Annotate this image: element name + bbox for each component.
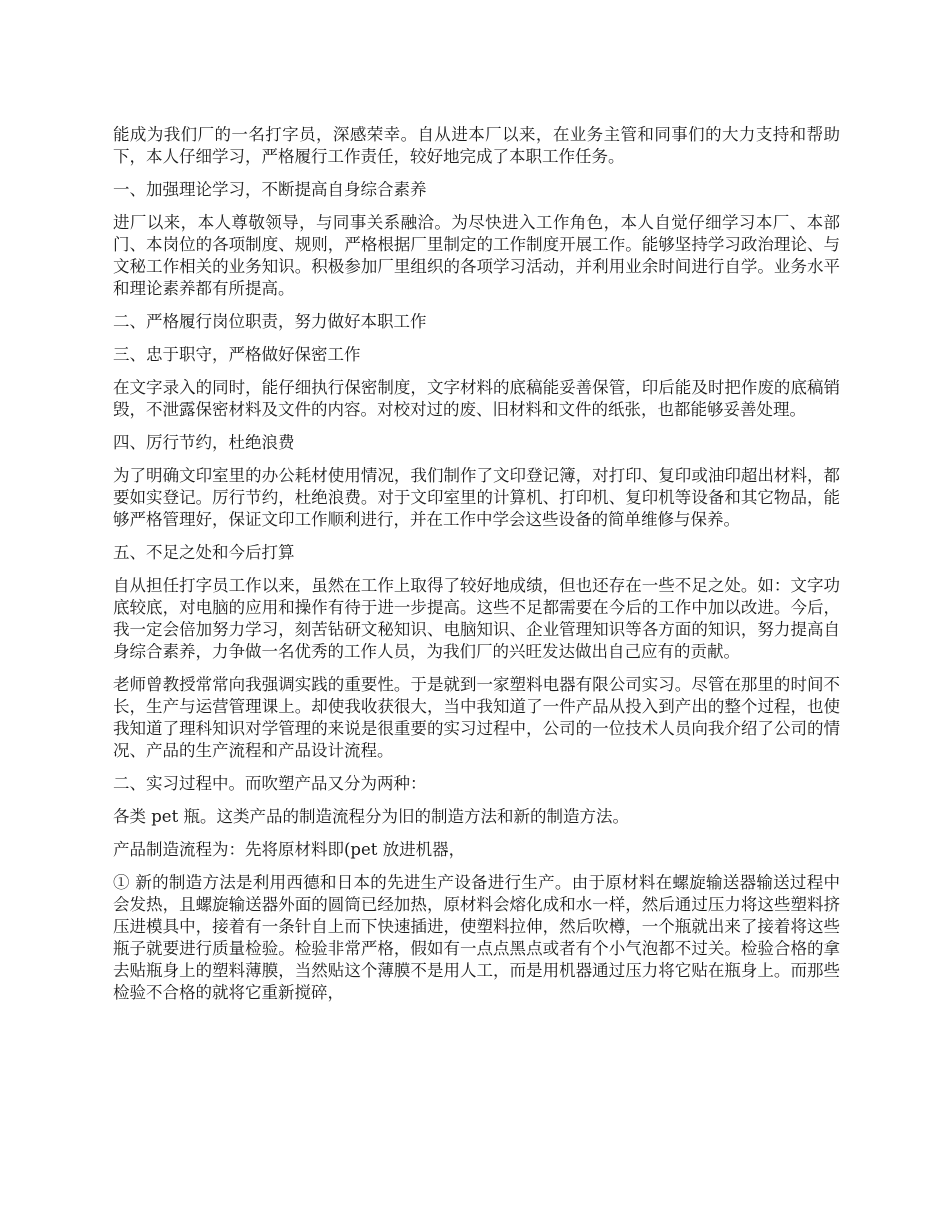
paragraph: 老师曾教授常常向我强调实践的重要性。于是就到一家塑料电器有限公司实习。尽管在那里的时间不长，生产与运营管理课上。却使我收获很大，当中我知道了一件产品从投入到产出的整个过程，也使我知道了理科知识对学管理的来说是很重要的实习过程中，公司的一位技术人员向我介绍了公司的情况、产品的生产流程和产品设计流程。 — [113, 675, 840, 760]
paragraph: 进厂以来，本人尊敬领导，与同事关系融洽。为尽快进入工作角色，本人自觉仔细学习本厂、本部门、本岗位的各项制度、规则，严格根据厂里制定的工作制度开展工作。能够坚持学习政治理论、与文秘工作相关的业务知识。积极参加厂里组织的各项学习活动，并利用业余时间进行自学。业务水平和理论素养都有所提高。 — [113, 213, 840, 298]
paragraph: 各类 pet 瓶。这类产品的制造流程分为旧的制造方法和新的制造方法。 — [113, 807, 629, 826]
paragraph: 在文字录入的同时，能仔细执行保密制度，文字材料的底稿能妥善保管，印后能及时把作废的底稿销毁，不泄露保密材料及文件的内容。对校对过的废、旧材料和文件的纸张，也都能够妥善处理。 — [113, 378, 840, 419]
section-heading-4: 四、厉行节约，杜绝浪费 — [113, 433, 295, 452]
paragraph: ① 新的制造方法是利用西德和日本的先进生产设备进行生产。由于原材料在螺旋输送器输送过程中会发热，且螺旋输送器外面的圆筒已经加热，原材料会熔化成和水一样，然后通过压力将这些塑料挤压进模具中，接着有一条针自上而下快速插进，使塑料拉伸，然后吹樽，一个瓶就出来了接着将这些瓶子就要进行质量检验。检验非常严格，假如有一点点黑点或者有个小气泡都不过关。检验合格的拿去贴瓶身上的塑料薄膜，当然贴这个薄膜不是用人工，而是用机器通过压力将它贴在瓶身上。而那些检验不合格的就将它重新搅碎， — [113, 873, 840, 1002]
section-heading-internship: 二、实习过程中。而吹塑产品又分为两种： — [113, 774, 427, 793]
section-heading-1: 一、加强理论学习，不断提高自身综合素养 — [113, 180, 427, 199]
section-heading-5: 五、不足之处和今后打算 — [113, 543, 295, 562]
paragraph: 产品制造流程为：先将原材料即(pet 放进机器， — [113, 840, 466, 859]
section-heading-2: 二、严格履行岗位职责，努力做好本职工作 — [113, 312, 427, 331]
section-heading-3: 三、忠于职守，严格做好保密工作 — [113, 345, 361, 364]
paragraph: 自从担任打字员工作以来，虽然在工作上取得了较好地成绩，但也还存在一些不足之处。如：文字功底较底，对电脑的应用和操作有待于进一步提高。这些不足都需要在今后的工作中加以改进。今后，我一定会倍加努力学习，刻苦钻研文秘知识、电脑知识、企业管理知识等各方面的知识，努力提高自身综合素养，力争做一名优秀的工作人员，为我们厂的兴旺发达做出自己应有的贡献。 — [113, 576, 840, 661]
paragraph: 为了明确文印室里的办公耗材使用情况，我们制作了文印登记簿，对打印、复印或油印超出材料，都要如实登记。厉行节约，杜绝浪费。对于文印室里的计算机、打印机、复印机等设备和其它物品，能够严格管理好，保证文印工作顺利进行，并在工作中学会这些设备的简单维修与保养。 — [113, 466, 840, 529]
document-body — [113, 124, 840, 1015]
paragraph-intro: 能成为我们厂的一名打字员，深感荣幸。自从进本厂以来，在业务主管和同事们的大力支持和帮助下，本人仔细学习，严格履行工作责任，较好地完成了本职工作任务。 — [113, 125, 840, 166]
